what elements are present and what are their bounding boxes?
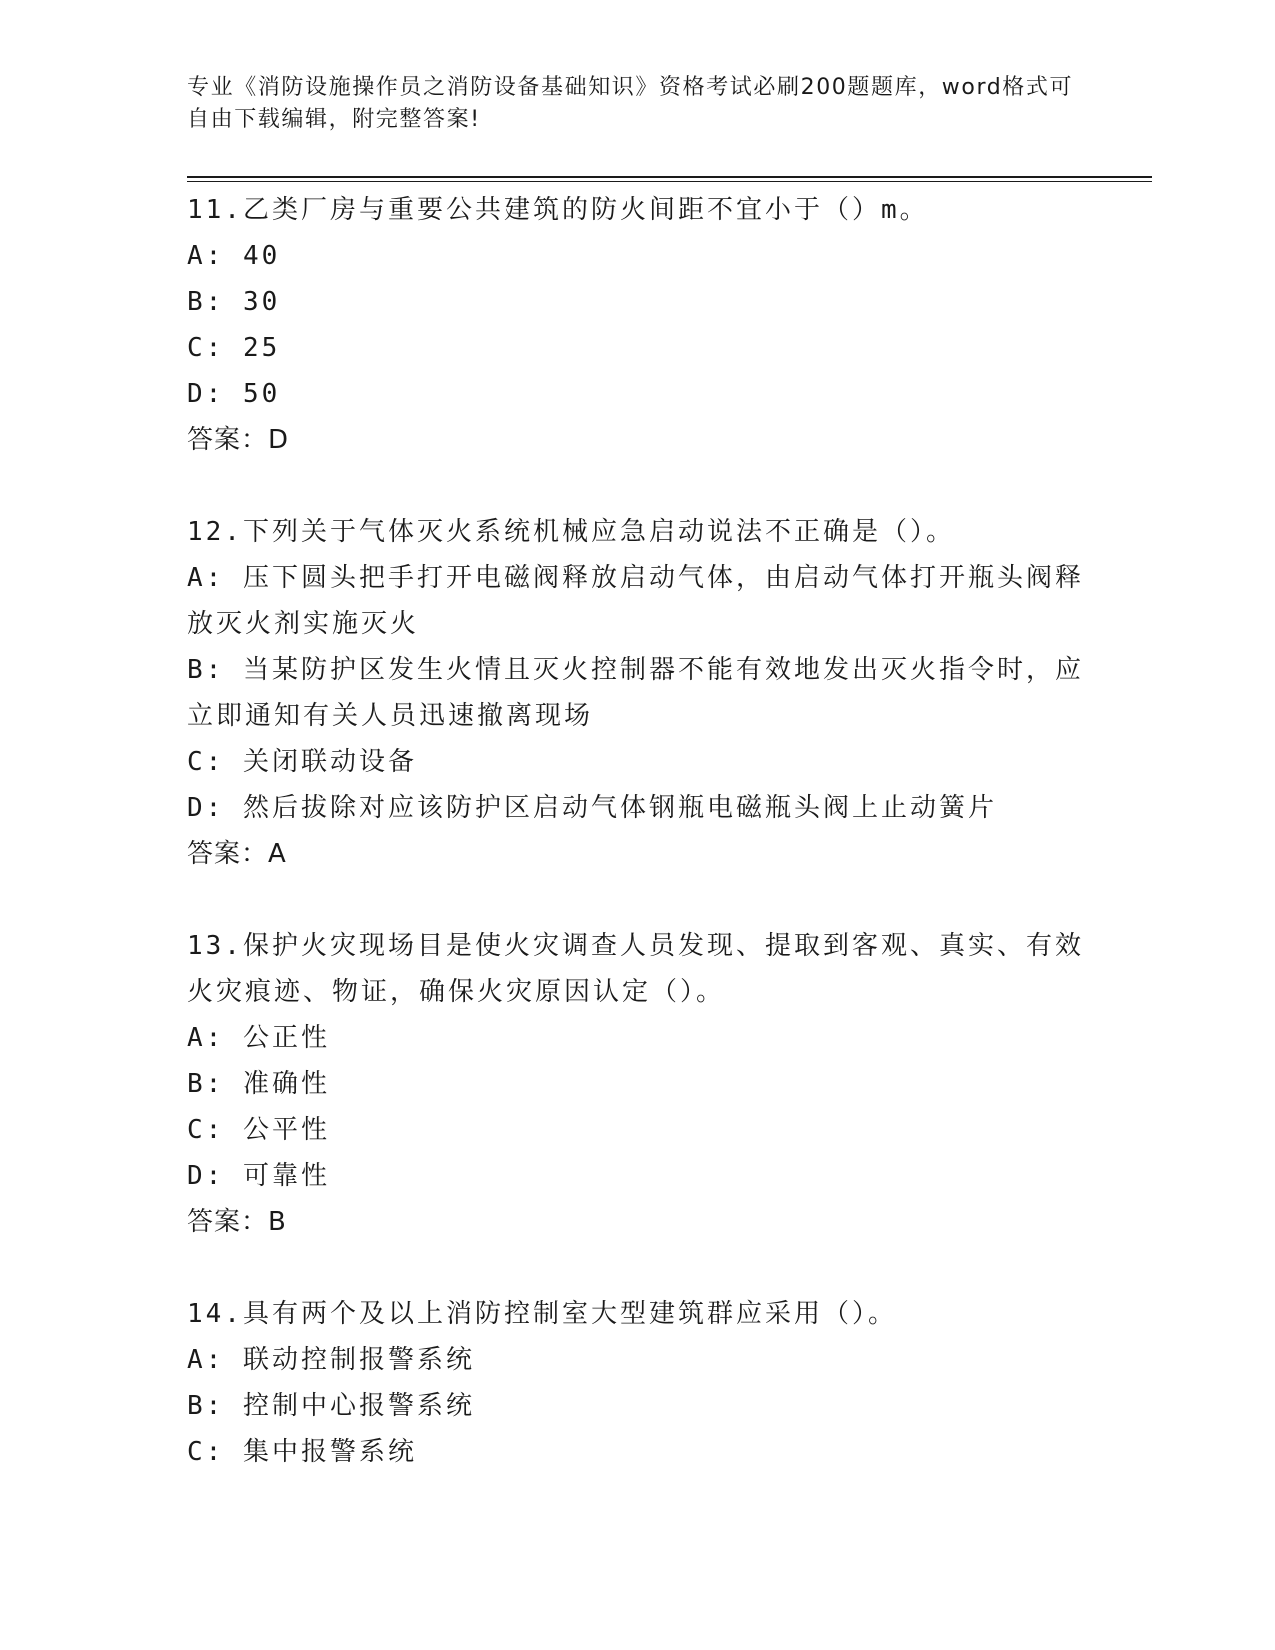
- option-a: A: 压下圆头把手打开电磁阀释放启动气体，由启动气体打开瓶头阀释放灭火剂实施灭火: [187, 563, 1084, 639]
- option-b: B: 当某防护区发生火情且灭火控制器不能有效地发出灭火指令时，应立即通知有关人员迅速撤离现场: [187, 655, 1084, 731]
- document-header: 专业《消防设施操作员之消防设备基础知识》资格考试必刷200题题库，word格式可自由下载编辑，附完整答案!: [187, 75, 1074, 132]
- answer: 答案：A: [187, 839, 287, 869]
- answer: 答案：B: [187, 1207, 287, 1237]
- option-c: C: 公平性: [187, 1115, 330, 1145]
- question-stem: 13.保护火灾现场目是使火灾调查人员发现、提取到客观、真实、有效火灾痕迹、物证，确保火灾原因认定（）。: [187, 931, 1084, 1007]
- option-a: A: 公正性: [187, 1023, 330, 1053]
- question-stem: 14.具有两个及以上消防控制室大型建筑群应采用（）。: [187, 1299, 897, 1329]
- question-12: [187, 509, 1087, 877]
- question-11: [187, 187, 1087, 463]
- option-b: B: 30: [187, 287, 281, 317]
- question-list: [187, 187, 1087, 1521]
- question-stem: 11.乙类厂房与重要公共建筑的防火间距不宜小于（）m。: [187, 195, 929, 225]
- option-c: C: 集中报警系统: [187, 1437, 417, 1467]
- header-divider-thin: [187, 181, 1152, 182]
- option-a: A: 40: [187, 241, 281, 271]
- option-b: B: 控制中心报警系统: [187, 1391, 475, 1421]
- question-14: [187, 1291, 1087, 1475]
- option-c: C: 关闭联动设备: [187, 747, 417, 777]
- header-divider-thick: [187, 176, 1152, 178]
- question-13: [187, 923, 1087, 1245]
- option-b: B: 准确性: [187, 1069, 330, 1099]
- answer: 答案：D: [187, 425, 290, 455]
- question-stem: 12.下列关于气体灭火系统机械应急启动说法不正确是（）。: [187, 517, 955, 547]
- option-c: C: 25: [187, 333, 281, 363]
- option-d: D: 50: [187, 379, 281, 409]
- option-a: A: 联动控制报警系统: [187, 1345, 475, 1375]
- option-d: D: 然后拔除对应该防护区启动气体钢瓶电磁瓶头阀上止动簧片: [187, 793, 997, 823]
- option-d: D: 可靠性: [187, 1161, 330, 1191]
